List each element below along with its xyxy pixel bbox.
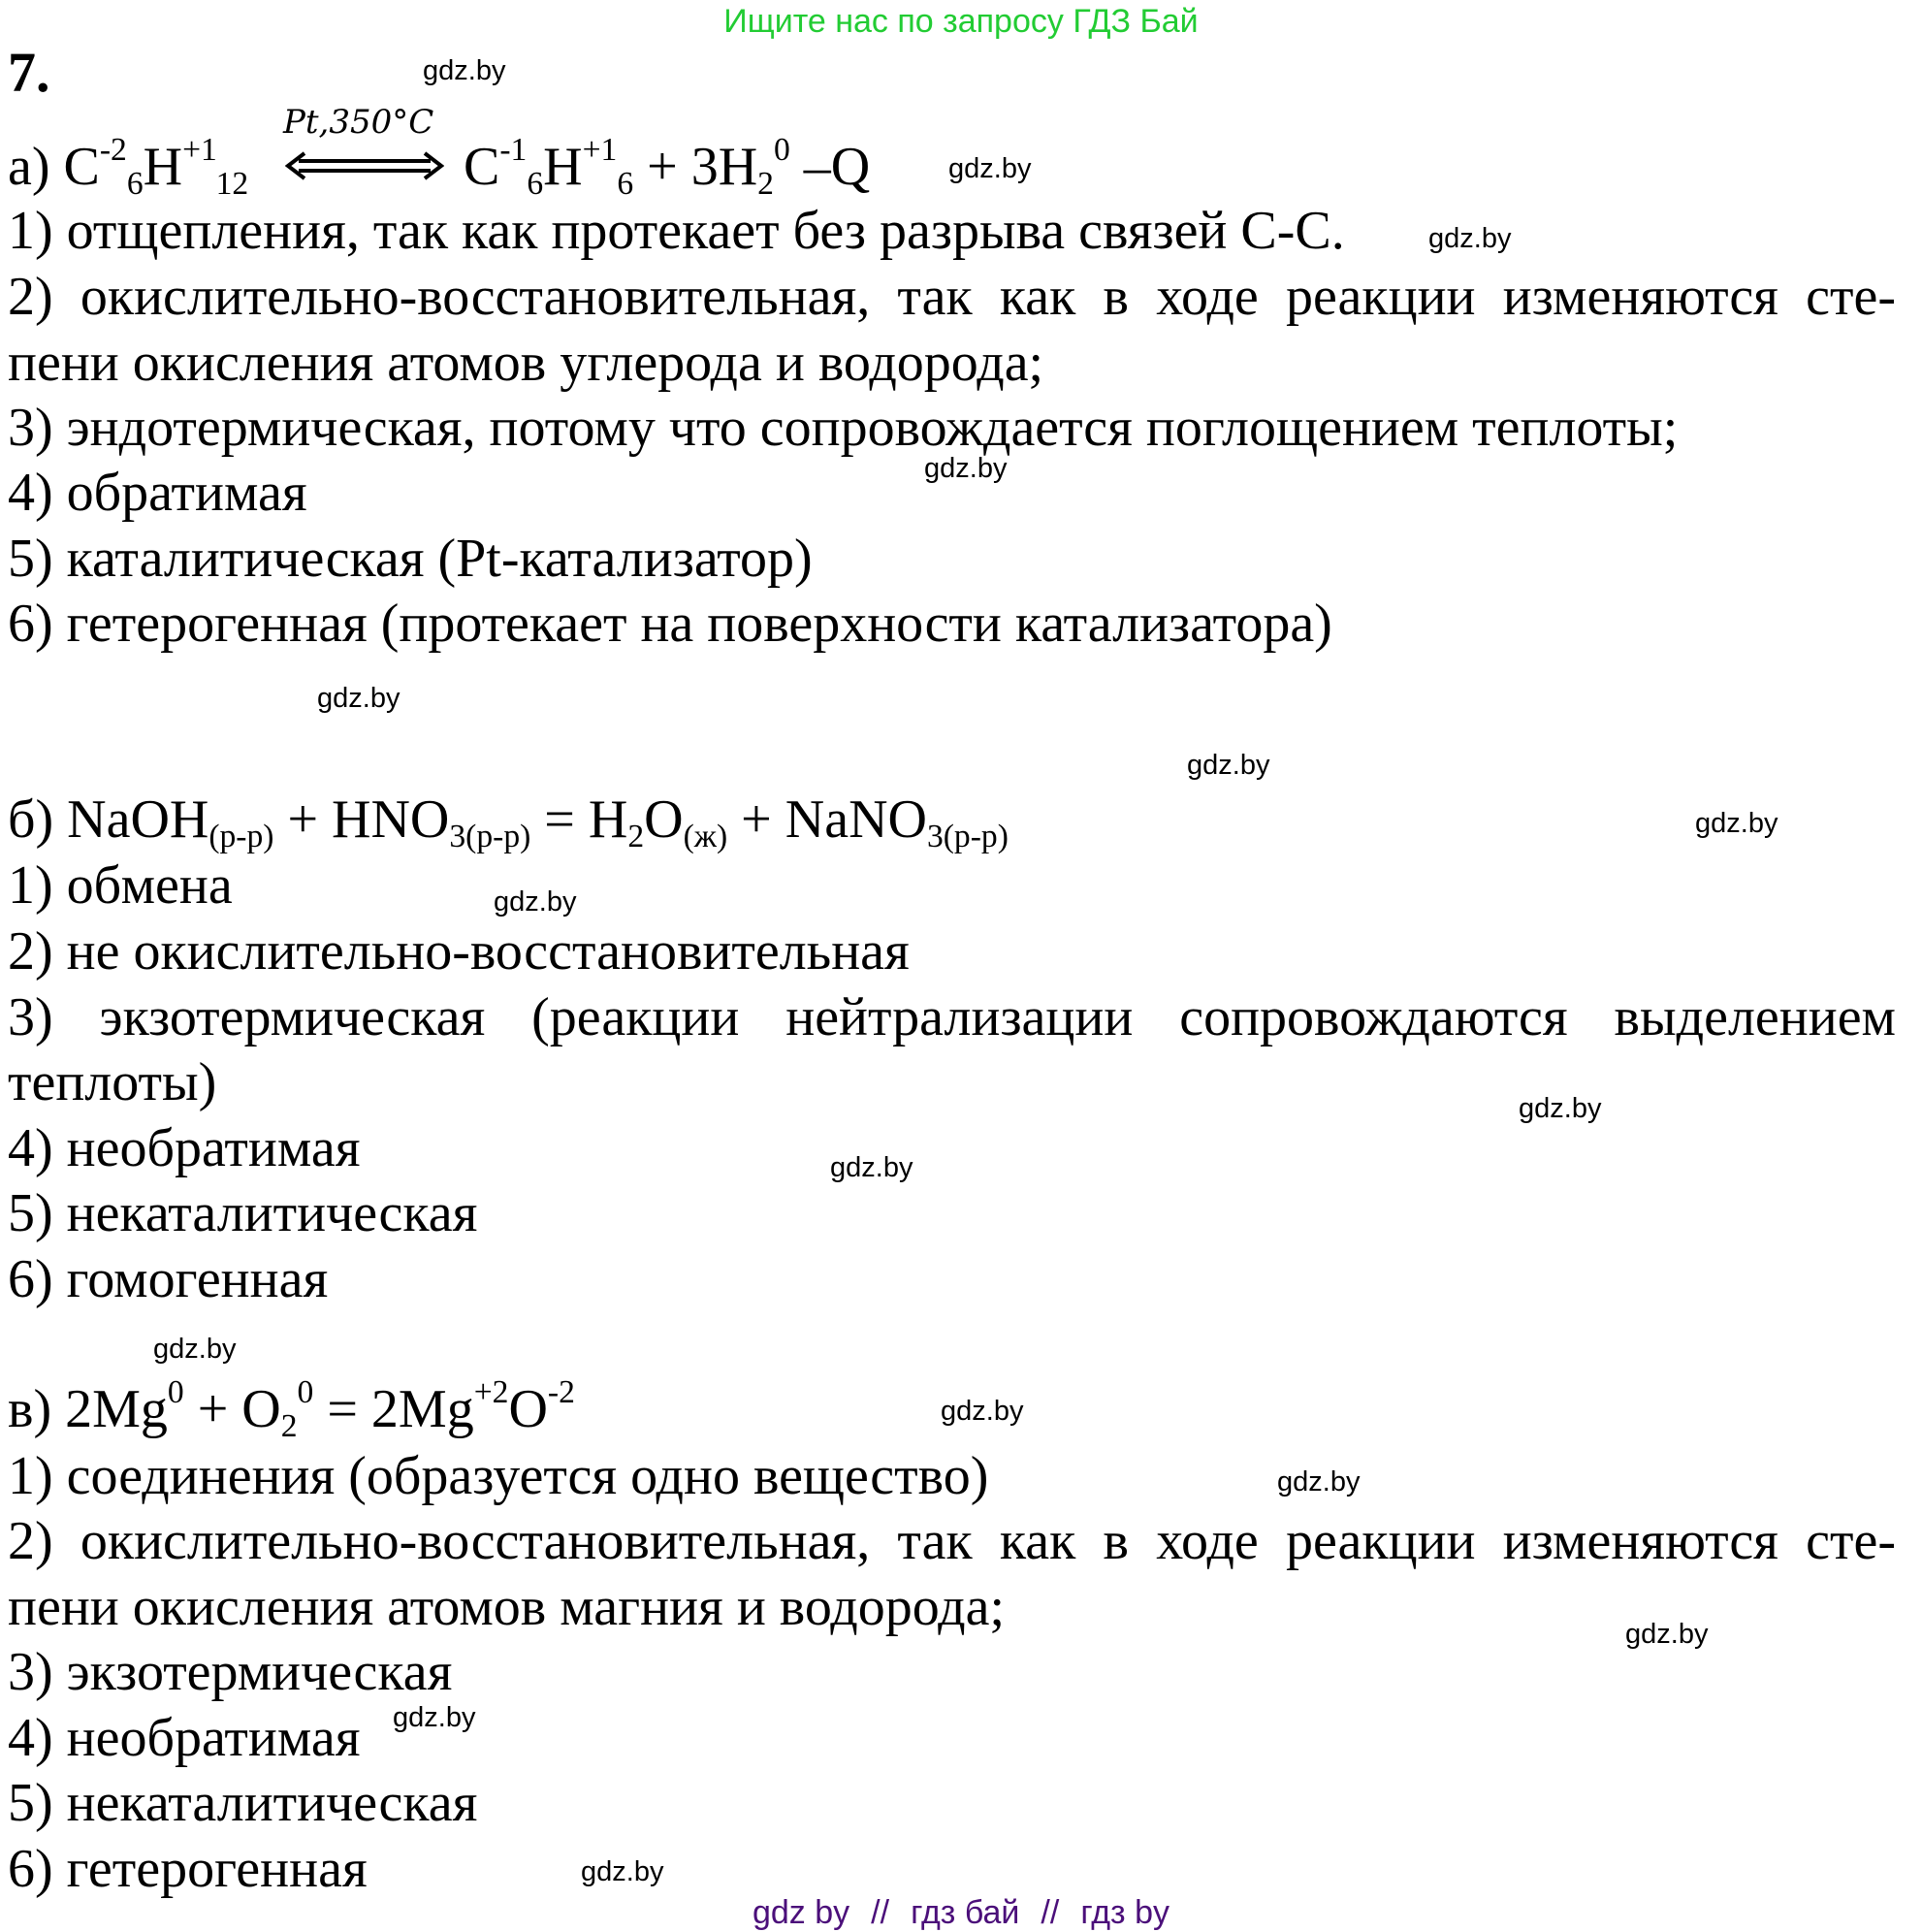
list-item: 6) гетерогенная (протекает на поверхности катализатора) xyxy=(8,594,1332,654)
footer-link-gdz-bai[interactable]: гдз бай xyxy=(911,1894,1020,1931)
watermark: gdz.by xyxy=(1187,750,1270,781)
reaction-condition: Pt,350°C xyxy=(283,103,434,142)
footer-link-gdz-by[interactable]: gdz by xyxy=(752,1894,850,1931)
list-item: 3) экзотермическая xyxy=(8,1642,453,1702)
watermark: gdz.by xyxy=(1625,1619,1709,1650)
list-item: 2) окислительно-восстановительная, так как в ходе реакции изменяются сте- xyxy=(8,267,1896,327)
equation-c: в) $2Mg^0 + O_2^0 = 2Mg^{+2}O^{-2}$ xyxy=(8,1373,575,1445)
list-item: 5) каталитическая (Pt-катализатор) xyxy=(8,529,813,589)
equation-b: б) NaOH(р-р) + HNO3(р-р) = H2O(ж) + NaNO3(р-р) xyxy=(8,789,1009,855)
watermark: gdz.by xyxy=(1695,808,1778,839)
list-item: 2) не окислительно-восстановительная xyxy=(8,921,910,982)
list-item: 4) необратимая xyxy=(8,1118,361,1178)
footer-separator: // xyxy=(1041,1894,1060,1931)
watermark: gdz.by xyxy=(153,1334,237,1365)
watermark: gdz.by xyxy=(830,1152,913,1183)
list-item: 1) отщепления, так как протекает без разрыва связей С-С. xyxy=(8,201,1345,261)
list-item: 5) некаталитическая xyxy=(8,1773,478,1833)
search-hint-header xyxy=(0,2,1922,41)
watermark: gdz.by xyxy=(924,453,1008,484)
list-item: 6) гомогенная xyxy=(8,1249,329,1309)
section-label: а) xyxy=(8,137,50,197)
watermark: gdz.by xyxy=(1519,1093,1602,1124)
equation-a: а) $C^{-2}_6H^{+1}_{12}$ $C^{-1}_6H^{+1}_6 + 3H_2^0$ –Q xyxy=(8,131,871,203)
equation-a-products: $C^{-1}_6H^{+1}_6 + 3H_2^0$ –Q xyxy=(464,131,871,203)
watermark: gdz.by xyxy=(423,55,506,86)
list-item: 5) некаталитическая xyxy=(8,1183,478,1243)
footer-link-gdz-by-mixed[interactable]: гдз by xyxy=(1080,1894,1169,1931)
search-hint-text: Ищите нас по запросу ГДЗ Бай xyxy=(723,3,1199,40)
watermark: gdz.by xyxy=(393,1702,476,1733)
section-label: в) xyxy=(8,1379,52,1439)
footer-brand-links xyxy=(0,1893,1922,1932)
watermark: gdz.by xyxy=(581,1856,664,1887)
list-item: 4) обратимая xyxy=(8,463,307,523)
watermark: gdz.by xyxy=(1428,223,1512,254)
task-number: 7. xyxy=(8,41,50,104)
list-item: 2) окислительно-восстановительная, так как в ходе реакции изменяются сте- xyxy=(8,1511,1896,1571)
footer-separator: // xyxy=(871,1894,890,1931)
reversible-arrow-icon xyxy=(285,151,444,180)
list-item: 4) необратимая xyxy=(8,1708,361,1768)
watermark: gdz.by xyxy=(948,153,1032,184)
watermark: gdz.by xyxy=(317,683,400,714)
list-item: 1) соединения (образуется одно вещество) xyxy=(8,1446,989,1506)
section-label: б) xyxy=(8,789,54,850)
list-item: 1) обмена xyxy=(8,855,233,916)
watermark: gdz.by xyxy=(1277,1466,1361,1497)
list-item: 3) эндотермическая, потому что сопровождается поглощением теплоты; xyxy=(8,398,1679,458)
list-item-continuation: пени окисления атомов углерода и водорода; xyxy=(8,333,1044,393)
list-item-continuation: пени окисления атомов магния и водорода; xyxy=(8,1577,1006,1637)
watermark: gdz.by xyxy=(494,886,577,918)
watermark: gdz.by xyxy=(941,1396,1024,1427)
list-item: 6) гетерогенная xyxy=(8,1839,368,1899)
list-item-continuation: теплоты) xyxy=(8,1052,217,1112)
list-item: 3) экзотермическая (реакции нейтрализации сопровождаются выделением xyxy=(8,987,1896,1047)
